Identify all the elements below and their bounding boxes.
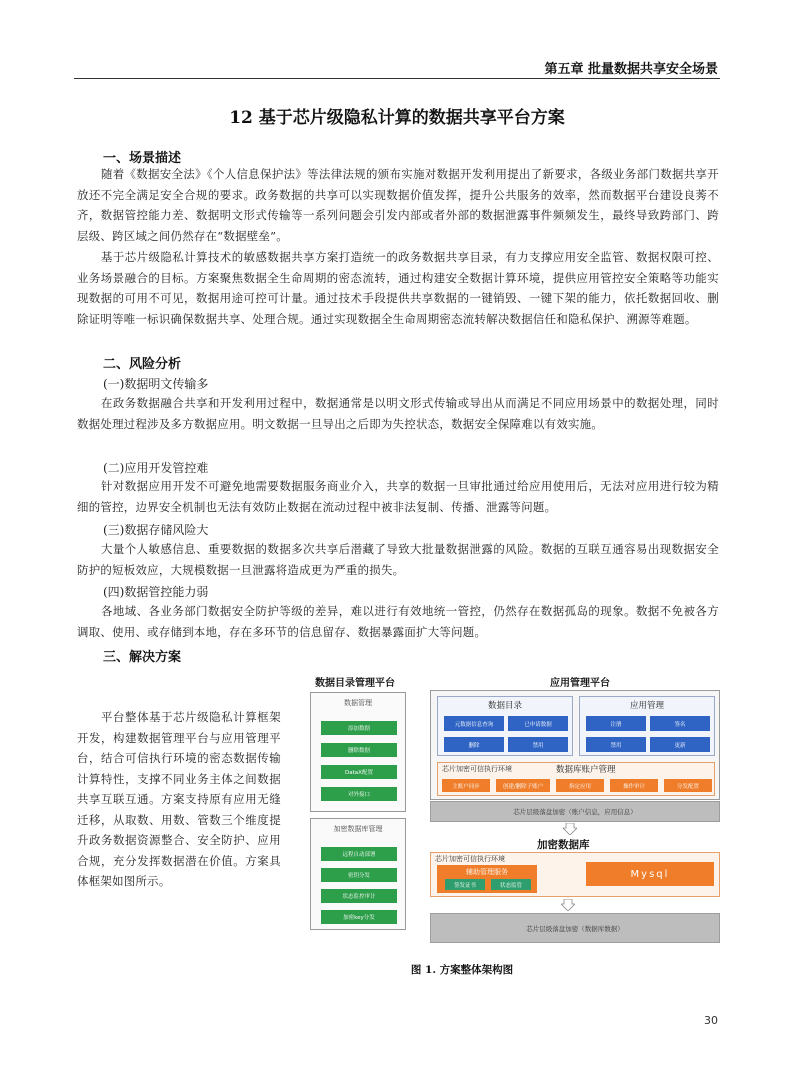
risk-4-text: 各地域、各业务部门数据安全防护等级的差异，难以进行有效地统一管控，仍然存在数据孤岛的现象。数据不免被各方调取、使用、或存储到本地，存在多环节的信息留存、数据暴露面扩大等问题。 bbox=[77, 604, 719, 639]
header-rule bbox=[74, 78, 720, 79]
key-distribution-button[interactable]: 密钥分发 bbox=[321, 868, 397, 882]
catalog-delete-button[interactable]: 删除 bbox=[444, 737, 504, 752]
sub-account-button[interactable]: 创建/删除子账户 bbox=[496, 779, 550, 792]
heading-scenario: 一、场景描述 bbox=[103, 151, 182, 166]
register-button[interactable]: 注册 bbox=[586, 716, 646, 731]
risk-3-text: 大量个人敏感信息、重要数据的数据多次共享后潜藏了导致大批量数据泄露的风险。数据的互联互通容易出现数据安全防护的短板效应，大规模数据一旦泄露将造成更为严重的损失。 bbox=[77, 542, 719, 577]
solution-text: 平台整体基于芯片级隐私计算框架开发，构建数据管理平台与应用管理平台，结合可信执行环境的密态数据传输计算特性，支撑不同业务主体之间数据共享互联互通。方案支持原有应用无缝迁移，从取数、用数、管数三个维度提升政务数据资源整合、安全防护、应用合规，充分发挥数据潜在价值。方案具体框架如图所示。 bbox=[77, 710, 281, 888]
delete-data-button[interactable]: 删除数据 bbox=[321, 743, 397, 757]
left-platform-label: 数据目录管理平台 bbox=[315, 678, 395, 689]
tee-app-title: 芯片加密可信执行环境 bbox=[442, 765, 512, 773]
risk-1-title: (一)数据明文传输多 bbox=[103, 377, 209, 391]
external-api-button[interactable]: 对外接口 bbox=[321, 787, 397, 801]
issue-cert-button[interactable]: 签发证书 bbox=[445, 879, 485, 890]
applied-data-button[interactable]: 已申请数据 bbox=[508, 716, 568, 731]
app-disable-button[interactable]: 禁用 bbox=[586, 737, 646, 752]
disk-encryption-bar-top: 芯片层级落盘加密（账户信息，应用信息） bbox=[430, 801, 720, 822]
mysql-box: Mysql bbox=[586, 862, 714, 886]
risk-1-text: 在政务数据融合共享和开发利用过程中，数据通常是以明文形式传输或导出从而满足不同应用场景中的数据处理，同时数据处理过程涉及多方数据应用。明文数据一旦导出之后即为失控状态，数据安全保障难以有效实施。 bbox=[77, 396, 719, 431]
app-management-box bbox=[579, 696, 715, 756]
disk-encryption-bar-bottom: 芯片层级落盘加密（数据库数据） bbox=[430, 913, 720, 943]
catalog-box bbox=[437, 696, 573, 756]
heading-solution: 三、解决方案 bbox=[103, 650, 182, 665]
status-audit-button[interactable]: 状态监控审计 bbox=[321, 889, 397, 903]
db-account-management-title: 数据库账户管理 bbox=[556, 765, 616, 775]
app-platform-panel bbox=[430, 690, 720, 800]
encrypted-db-label: 加密数据库 bbox=[537, 839, 590, 851]
down-arrow-icon bbox=[561, 899, 575, 911]
update-button[interactable]: 更新 bbox=[650, 737, 710, 752]
catalog-title: 数据目录 bbox=[487, 701, 522, 711]
status-monitor-button[interactable]: 状态监管 bbox=[491, 879, 531, 890]
catalog-disable-button[interactable]: 禁用 bbox=[508, 737, 568, 752]
page-title: 12 基于芯片级隐私计算的数据共享平台方案 bbox=[229, 108, 565, 128]
down-arrow-icon bbox=[563, 823, 577, 835]
figure-caption: 图 1. 方案整体架构图 bbox=[410, 964, 514, 976]
distribute-config-button[interactable]: 分发配置 bbox=[664, 779, 712, 792]
encrypted-db-management-title: 加密数据库管理 bbox=[333, 825, 383, 833]
metadata-query-button[interactable]: 元数据信息查询 bbox=[444, 716, 504, 731]
aux-service-box: 辅助管理服务 bbox=[437, 865, 537, 893]
data-management-title: 数据管理 bbox=[344, 699, 372, 707]
risk-2-text: 针对数据应用开发不可避免地需要数据服务商业介入，共享的数据一旦审批通过给应用使用后，无法对应用进行较为精细的管控，边界安全机制也无法有效防止数据在流动过程中被非法复制、传播、泄露等问题。 bbox=[77, 479, 719, 514]
paragraph-scenario-2: 基于芯片级隐私计算技术的敏感数据共享方案打造统一的政务数据共享目录，有力支撑应用安全监管、数据权限可控、业务场景融合的目标。方案聚焦数据全生命周期的密态流转，通过构建安全数据计算环境，提供应用管控安全策略等功能实现数据的可用不可见，数据用途可控可计量。通过技术手段提供共享数据的一键销毁、一键下架的能力，依托数据回收、删除证明等唯一标识确保数据共享、处理合规。通过实现数据全生命周期密态流转解决数据信任和隐私保护、溯源等难题。 bbox=[77, 250, 719, 326]
datax-config-button[interactable]: DataX配置 bbox=[321, 765, 397, 779]
risk-4-title: (四)数据管控能力弱 bbox=[103, 585, 209, 599]
encrypted-db-management-panel bbox=[310, 818, 406, 930]
risk-3-title: (三)数据存储风险大 bbox=[103, 523, 209, 537]
architecture-diagram bbox=[305, 670, 725, 955]
tee-db-title: 芯片加密可信执行环境 bbox=[435, 855, 505, 863]
heading-risk: 二、风险分析 bbox=[103, 357, 182, 372]
tee-db-frame bbox=[430, 852, 720, 897]
assign-app-button[interactable]: 指定应用 bbox=[556, 779, 604, 792]
operation-audit-button[interactable]: 操作审计 bbox=[610, 779, 658, 792]
chapter-title: 第五章 批量数据共享安全场景 bbox=[544, 62, 718, 77]
tee-app-frame bbox=[437, 762, 715, 796]
app-management-title: 应用管理 bbox=[629, 701, 664, 711]
sign-button[interactable]: 签名 bbox=[650, 716, 710, 731]
master-account-sync-button[interactable]: 主账户同步 bbox=[442, 779, 490, 792]
right-platform-label: 应用管理平台 bbox=[550, 678, 610, 689]
add-data-button[interactable]: 添加数据 bbox=[321, 721, 397, 735]
risk-2-title: (二)应用开发管控难 bbox=[103, 461, 209, 475]
data-management-panel bbox=[310, 692, 406, 812]
remote-deploy-button[interactable]: 远程自动部署 bbox=[321, 847, 397, 861]
encryption-key-button[interactable]: 加密key分发 bbox=[321, 910, 397, 924]
page-number: 30 bbox=[704, 1014, 718, 1027]
paragraph-scenario-1: 随着《数据安全法》《个人信息保护法》等法律法规的颁布实施对数据开发利用提出了新要求，各级业务部门数据共享开放还不完全满足安全合规的要求。政务数据的共享可以实现数据价值发挥，提升公共服务的效率，然而数据平台建设良莠不齐，数据管控能力差、数据明文形式传输等一系列问题会引发内部或者外部的数据泄露事件频频发生，最终导致跨部门、跨层级、跨区域之间仍然存在“数据壁垒”。 bbox=[77, 167, 719, 243]
